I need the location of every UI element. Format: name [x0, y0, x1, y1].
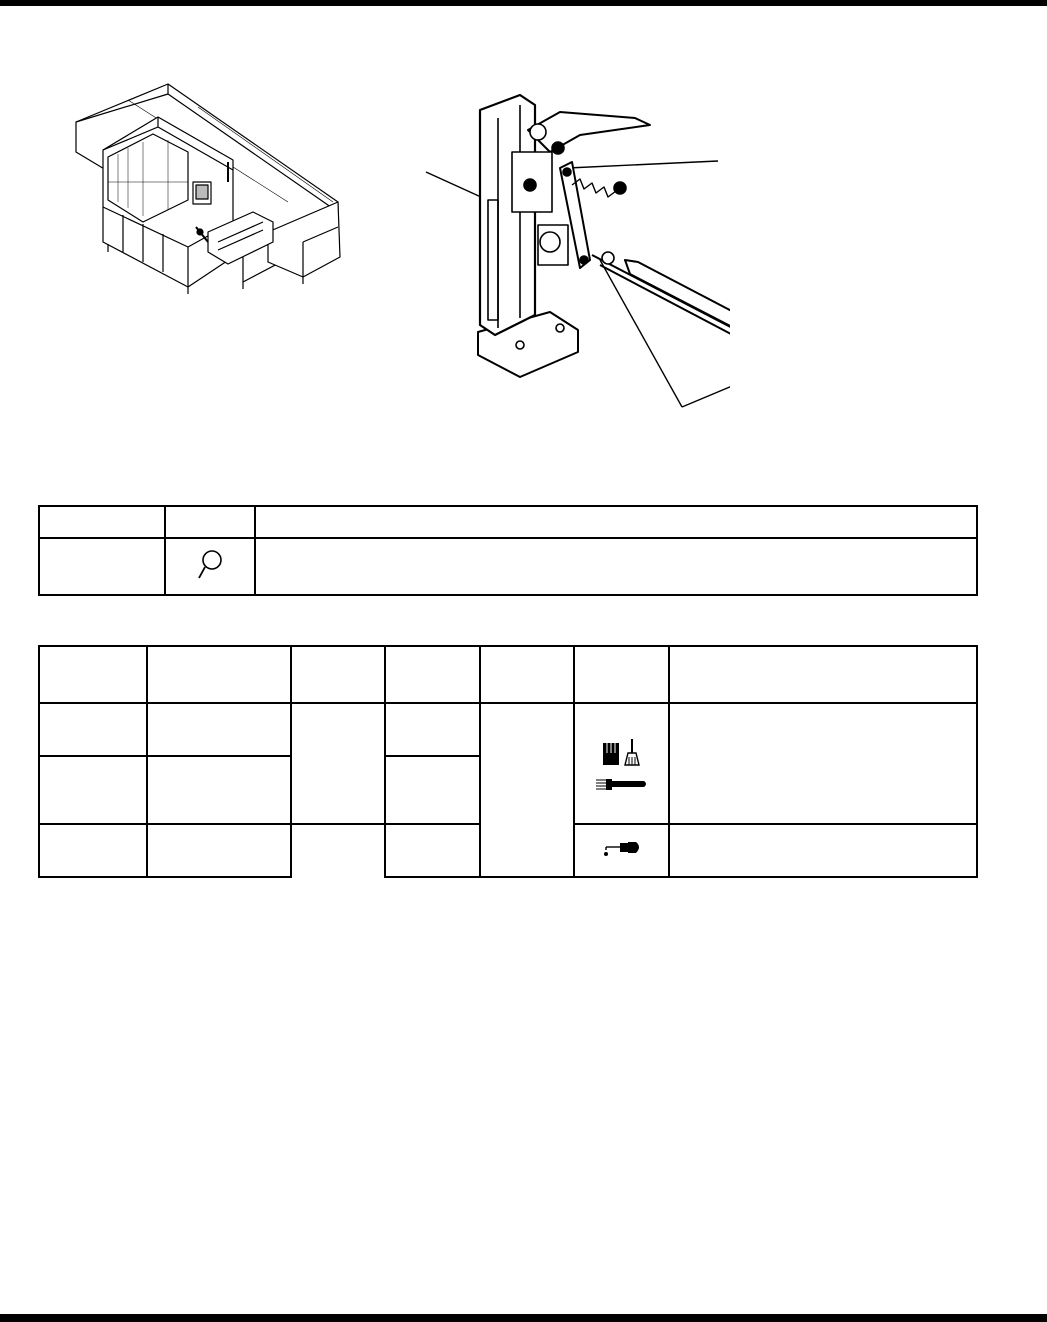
task-header-cell-4 — [385, 646, 480, 703]
magnifier-icon — [195, 548, 225, 582]
info-body-icon-cell — [165, 538, 255, 595]
task-table-header-row — [39, 646, 977, 703]
task-row3-cell-2 — [147, 824, 291, 877]
mechanism-detail-illustration — [420, 90, 730, 410]
info-header-cell-3 — [255, 506, 977, 538]
task-header-cell-2 — [147, 646, 291, 703]
task-row3-cell-4 — [385, 824, 480, 877]
task-row3-notes — [669, 824, 977, 877]
task-row1-cell-3 — [291, 703, 385, 824]
brush-icon — [594, 777, 650, 791]
task-row2-cell-2 — [147, 756, 291, 824]
info-body-cell-1 — [39, 538, 165, 595]
glove-and-brush-icon — [599, 737, 645, 769]
task-header-cell-1 — [39, 646, 147, 703]
info-table-header-row — [39, 506, 977, 538]
bottom-rule — [0, 1314, 1047, 1322]
top-rule — [0, 0, 1047, 6]
task-row1-cell-1 — [39, 703, 147, 756]
task-table — [38, 645, 978, 878]
info-table — [38, 505, 978, 596]
task-row2-cell-4 — [385, 756, 480, 824]
task-header-cell-3 — [291, 646, 385, 703]
task-row3-cell-3 — [291, 824, 385, 877]
task-header-cell-7 — [669, 646, 977, 703]
task-lubricate-icon-cell — [574, 824, 669, 877]
info-header-cell-2 — [165, 506, 255, 538]
task-header-cell-6 — [574, 646, 669, 703]
task-row1-cell-5 — [480, 703, 574, 877]
task-row3-cell-1 — [39, 824, 147, 877]
task-row1-notes — [669, 703, 977, 824]
oil-can-icon — [600, 839, 644, 859]
task-header-cell-5 — [480, 646, 574, 703]
task-row1-cell-4 — [385, 703, 480, 756]
task-clean-icons-cell — [574, 703, 669, 824]
info-body-cell-3 — [255, 538, 977, 595]
task-table-row — [39, 703, 977, 756]
info-table-body-row — [39, 538, 977, 595]
task-row2-cell-1 — [39, 756, 147, 824]
info-header-cell-1 — [39, 506, 165, 538]
machine-overview-illustration — [68, 82, 353, 297]
task-row1-cell-2 — [147, 703, 291, 756]
